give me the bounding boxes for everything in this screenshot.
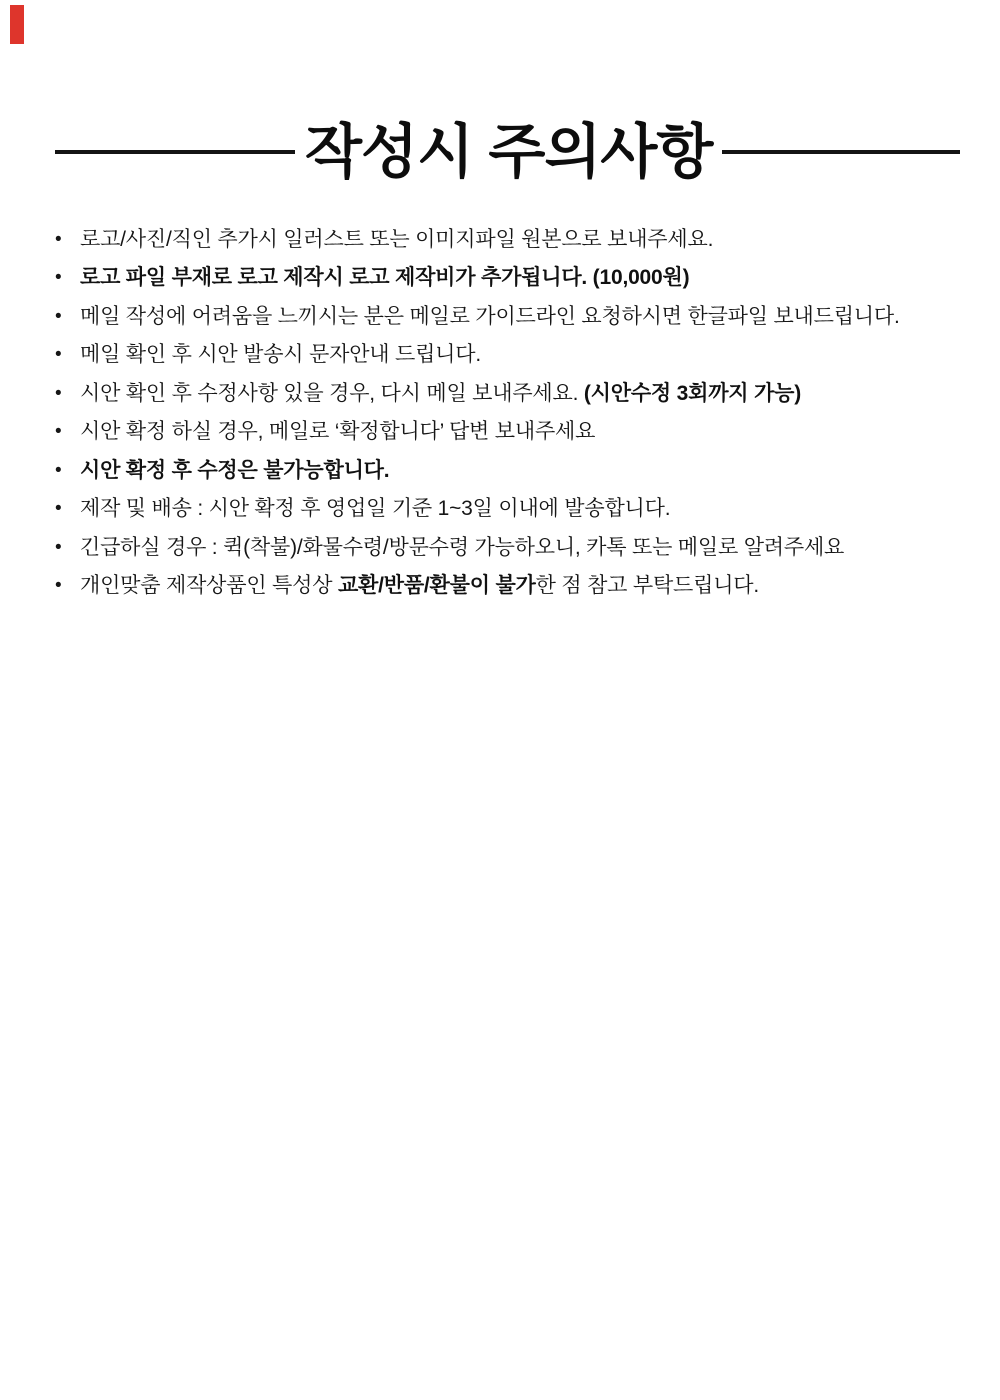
note-item bbox=[55, 226, 960, 253]
note-text: 로고 파일 부재로 로고 제작시 로고 제작비가 추가됩니다. (10,000원) bbox=[80, 266, 690, 290]
title-rule-left bbox=[55, 150, 295, 154]
red-marker bbox=[10, 5, 24, 44]
note-text: 시안 확인 후 수정사항 있을 경우, 다시 메일 보내주세요. (시안수정 3회까지 가능) bbox=[80, 381, 801, 405]
note-item bbox=[55, 303, 960, 330]
title-rule-right bbox=[722, 150, 960, 154]
bullet-icon: • bbox=[55, 382, 62, 404]
note-item bbox=[55, 495, 960, 522]
bullet-icon: • bbox=[55, 228, 62, 250]
bullet-icon: • bbox=[55, 575, 62, 597]
note-item bbox=[55, 341, 960, 368]
bullet-icon: • bbox=[55, 536, 62, 558]
note-text: 제작 및 배송 : 시안 확정 후 영업일 기준 1~3일 이내에 발송합니다. bbox=[80, 497, 671, 521]
notes-list bbox=[55, 226, 960, 600]
note-text: 시안 확정 후 수정은 불가능합니다. bbox=[80, 458, 390, 482]
note-text: 메일 작성에 어려움을 느끼시는 분은 메일로 가이드라인 요청하시면 한글파일 보내드립니다. bbox=[80, 304, 900, 328]
note-item bbox=[55, 572, 960, 599]
note-text: 시안 확정 하실 경우, 메일로 ‘확정합니다’ 답변 보내주세요 bbox=[80, 420, 596, 444]
note-text: 로고/사진/직인 추가시 일러스트 또는 이미지파일 원본으로 보내주세요. bbox=[80, 227, 714, 251]
page-title: 작성시 주의사항 bbox=[305, 119, 713, 185]
note-item bbox=[55, 534, 960, 561]
bullet-icon: • bbox=[55, 459, 62, 481]
note-item bbox=[55, 418, 960, 445]
bullet-icon: • bbox=[55, 498, 62, 520]
bullet-icon: • bbox=[55, 305, 62, 327]
title-row bbox=[0, 0, 1000, 185]
note-text: 긴급하실 경우 : 퀵(착불)/화물수령/방문수령 가능하오니, 카톡 또는 메일로 알려주세요 bbox=[80, 535, 845, 559]
note-text: 개인맞춤 제작상품인 특성상 교환/반품/환불이 불가한 점 참고 부탁드립니다. bbox=[80, 574, 760, 598]
note-item bbox=[55, 457, 960, 484]
bullet-icon: • bbox=[55, 344, 62, 366]
bullet-icon: • bbox=[55, 421, 62, 443]
note-text: 메일 확인 후 시안 발송시 문자안내 드립니다. bbox=[80, 343, 481, 367]
bullet-icon: • bbox=[55, 267, 62, 289]
note-item bbox=[55, 264, 960, 291]
note-item bbox=[55, 380, 960, 407]
